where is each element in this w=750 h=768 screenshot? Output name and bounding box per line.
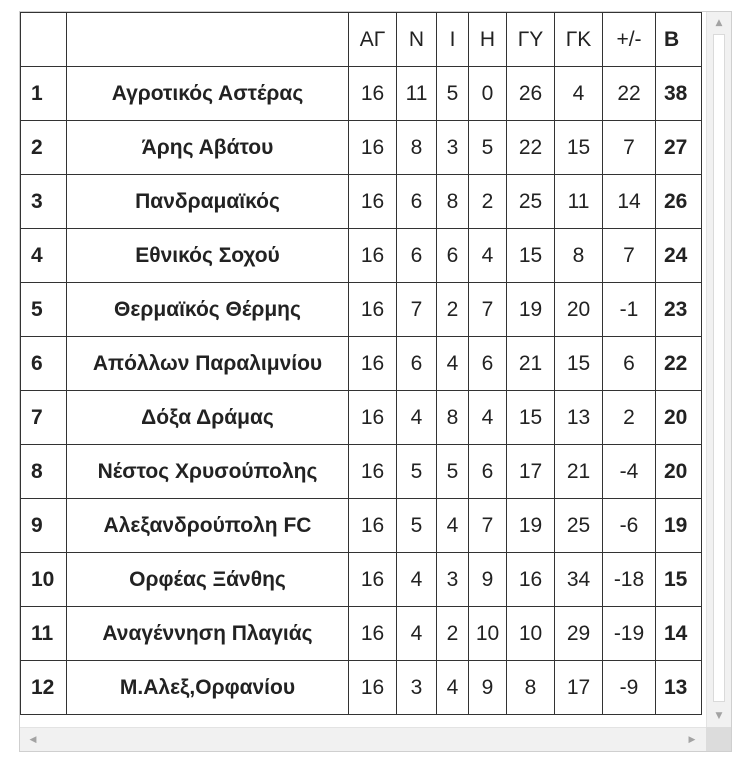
cell-points: 27 [656, 121, 702, 175]
cell-goal-difference: -1 [603, 283, 656, 337]
header-goal-difference: +/- [603, 13, 656, 67]
cell-position: 1 [21, 67, 67, 121]
cell-goal-difference: -18 [603, 553, 656, 607]
cell-draws: 4 [437, 337, 469, 391]
cell-losses: 9 [469, 661, 507, 715]
cell-goals-for: 15 [507, 229, 555, 283]
cell-goal-difference: 7 [603, 121, 656, 175]
cell-wins: 7 [397, 283, 437, 337]
cell-losses: 6 [469, 445, 507, 499]
cell-goals-against: 8 [555, 229, 603, 283]
cell-goals-for: 26 [507, 67, 555, 121]
table-row [21, 553, 702, 607]
cell-points: 38 [656, 67, 702, 121]
cell-team: Απόλλων Παραλιμνίου [67, 337, 349, 391]
standings-table [20, 12, 702, 715]
cell-goals-against: 20 [555, 283, 603, 337]
cell-position: 11 [21, 607, 67, 661]
cell-draws: 4 [437, 499, 469, 553]
scrollbar-corner [706, 727, 731, 751]
cell-losses: 6 [469, 337, 507, 391]
cell-points: 23 [656, 283, 702, 337]
chevron-right-icon[interactable]: ▶ [688, 734, 696, 745]
header-matches: ΑΓ [349, 13, 397, 67]
cell-goals-against: 15 [555, 337, 603, 391]
cell-goal-difference: 2 [603, 391, 656, 445]
cell-goal-difference: -6 [603, 499, 656, 553]
vertical-scroll-thumb[interactable] [713, 34, 725, 702]
cell-wins: 6 [397, 229, 437, 283]
table-row [21, 337, 702, 391]
table-row [21, 229, 702, 283]
header-draws: Ι [437, 13, 469, 67]
cell-wins: 5 [397, 499, 437, 553]
cell-goals-against: 34 [555, 553, 603, 607]
table-row [21, 121, 702, 175]
table-row [21, 607, 702, 661]
cell-losses: 7 [469, 499, 507, 553]
cell-goals-for: 21 [507, 337, 555, 391]
table-row [21, 283, 702, 337]
cell-matches: 16 [349, 283, 397, 337]
cell-position: 3 [21, 175, 67, 229]
cell-matches: 16 [349, 229, 397, 283]
cell-goals-for: 15 [507, 391, 555, 445]
cell-goals-for: 22 [507, 121, 555, 175]
cell-losses: 9 [469, 553, 507, 607]
cell-team: Πανδραμαϊκός [67, 175, 349, 229]
cell-goal-difference: -19 [603, 607, 656, 661]
cell-draws: 5 [437, 67, 469, 121]
cell-goals-against: 25 [555, 499, 603, 553]
horizontal-scrollbar[interactable] [20, 727, 731, 751]
table-row [21, 391, 702, 445]
cell-draws: 5 [437, 445, 469, 499]
cell-goals-for: 8 [507, 661, 555, 715]
cell-goals-for: 16 [507, 553, 555, 607]
cell-matches: 16 [349, 337, 397, 391]
cell-goal-difference: 7 [603, 229, 656, 283]
cell-team: Αγροτικός Αστέρας [67, 67, 349, 121]
table-row [21, 499, 702, 553]
header-position [21, 13, 67, 67]
cell-wins: 4 [397, 553, 437, 607]
standings-table-container [19, 11, 732, 752]
cell-wins: 3 [397, 661, 437, 715]
cell-team: Ορφέας Ξάνθης [67, 553, 349, 607]
cell-matches: 16 [349, 67, 397, 121]
cell-team: Άρης Αβάτου [67, 121, 349, 175]
header-points: Β [656, 13, 702, 67]
cell-team: Αλεξανδρούπολη FC [67, 499, 349, 553]
chevron-up-icon[interactable]: ▲ [715, 18, 723, 28]
header-row [21, 13, 702, 67]
cell-goal-difference: 6 [603, 337, 656, 391]
cell-points: 24 [656, 229, 702, 283]
cell-team: Εθνικός Σοχού [67, 229, 349, 283]
cell-goals-against: 11 [555, 175, 603, 229]
cell-wins: 8 [397, 121, 437, 175]
cell-matches: 16 [349, 661, 397, 715]
cell-goals-for: 10 [507, 607, 555, 661]
cell-draws: 2 [437, 607, 469, 661]
table-row [21, 67, 702, 121]
cell-goal-difference: -9 [603, 661, 656, 715]
table-row [21, 661, 702, 715]
cell-position: 4 [21, 229, 67, 283]
cell-goals-for: 19 [507, 499, 555, 553]
vertical-scrollbar[interactable] [706, 12, 731, 727]
header-team [67, 13, 349, 67]
cell-matches: 16 [349, 175, 397, 229]
cell-matches: 16 [349, 499, 397, 553]
cell-matches: 16 [349, 553, 397, 607]
header-wins: Ν [397, 13, 437, 67]
header-goals-for: ΓΥ [507, 13, 555, 67]
cell-losses: 4 [469, 229, 507, 283]
cell-wins: 6 [397, 337, 437, 391]
table-row [21, 445, 702, 499]
cell-goals-against: 13 [555, 391, 603, 445]
chevron-left-icon[interactable]: ◀ [29, 734, 37, 745]
table-row [21, 175, 702, 229]
cell-goals-against: 4 [555, 67, 603, 121]
cell-goals-against: 21 [555, 445, 603, 499]
cell-team: Θερμαϊκός Θέρμης [67, 283, 349, 337]
table-viewport [20, 12, 706, 727]
cell-draws: 3 [437, 553, 469, 607]
cell-team: Δόξα Δράμας [67, 391, 349, 445]
cell-team: Νέστος Χρυσούπολης [67, 445, 349, 499]
cell-matches: 16 [349, 121, 397, 175]
cell-losses: 0 [469, 67, 507, 121]
cell-points: 22 [656, 337, 702, 391]
chevron-down-icon[interactable]: ▼ [715, 711, 723, 721]
cell-points: 20 [656, 445, 702, 499]
cell-goals-against: 15 [555, 121, 603, 175]
cell-losses: 4 [469, 391, 507, 445]
cell-points: 15 [656, 553, 702, 607]
cell-wins: 5 [397, 445, 437, 499]
cell-goals-for: 25 [507, 175, 555, 229]
cell-matches: 16 [349, 607, 397, 661]
cell-position: 5 [21, 283, 67, 337]
cell-losses: 7 [469, 283, 507, 337]
cell-draws: 8 [437, 391, 469, 445]
cell-wins: 4 [397, 607, 437, 661]
cell-goal-difference: -4 [603, 445, 656, 499]
cell-wins: 11 [397, 67, 437, 121]
cell-losses: 10 [469, 607, 507, 661]
cell-goal-difference: 14 [603, 175, 656, 229]
cell-matches: 16 [349, 391, 397, 445]
cell-position: 6 [21, 337, 67, 391]
cell-position: 10 [21, 553, 67, 607]
cell-position: 2 [21, 121, 67, 175]
cell-points: 20 [656, 391, 702, 445]
cell-draws: 2 [437, 283, 469, 337]
cell-draws: 8 [437, 175, 469, 229]
cell-points: 26 [656, 175, 702, 229]
cell-team: Αναγέννηση Πλαγιάς [67, 607, 349, 661]
cell-wins: 6 [397, 175, 437, 229]
cell-position: 8 [21, 445, 67, 499]
cell-team: Μ.Αλεξ,Ορφανίου [67, 661, 349, 715]
cell-matches: 16 [349, 445, 397, 499]
cell-losses: 5 [469, 121, 507, 175]
cell-points: 19 [656, 499, 702, 553]
cell-goals-against: 29 [555, 607, 603, 661]
cell-goals-for: 19 [507, 283, 555, 337]
cell-points: 13 [656, 661, 702, 715]
cell-position: 7 [21, 391, 67, 445]
cell-position: 12 [21, 661, 67, 715]
cell-goals-against: 17 [555, 661, 603, 715]
cell-goal-difference: 22 [603, 67, 656, 121]
cell-goals-for: 17 [507, 445, 555, 499]
header-goals-against: ΓΚ [555, 13, 603, 67]
cell-draws: 4 [437, 661, 469, 715]
cell-losses: 2 [469, 175, 507, 229]
cell-position: 9 [21, 499, 67, 553]
cell-draws: 3 [437, 121, 469, 175]
cell-draws: 6 [437, 229, 469, 283]
cell-points: 14 [656, 607, 702, 661]
header-losses: Η [469, 13, 507, 67]
cell-wins: 4 [397, 391, 437, 445]
